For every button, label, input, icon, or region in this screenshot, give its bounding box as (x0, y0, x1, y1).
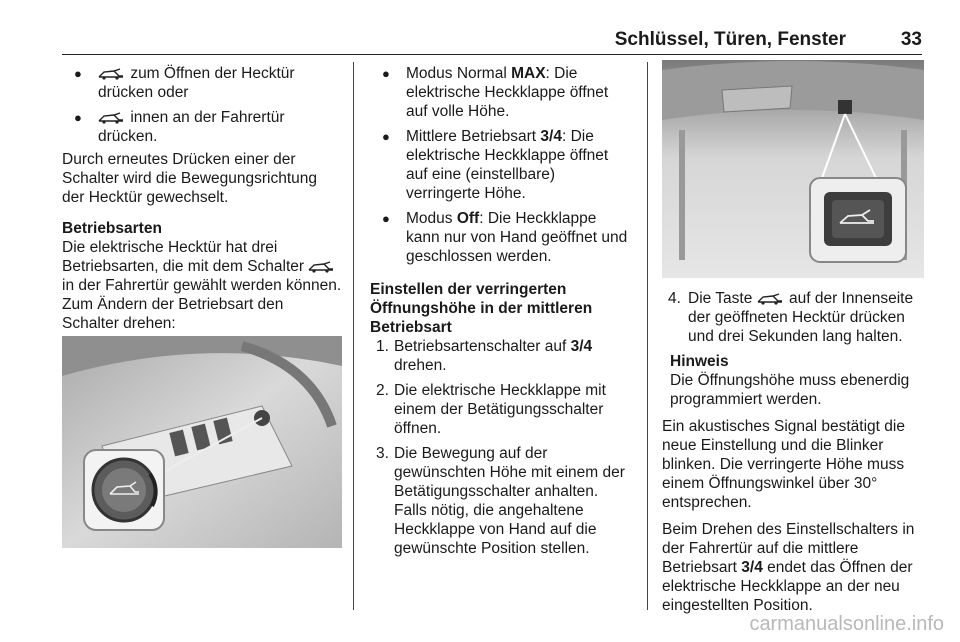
column-divider (647, 62, 648, 610)
car-tailgate-icon (98, 112, 124, 124)
page-number: 33 (900, 29, 922, 50)
column-left (62, 64, 342, 341)
column-divider (353, 62, 354, 610)
list-item (370, 444, 632, 558)
mode-text: Mittlere Betriebsart (406, 128, 541, 145)
step-text: auf der Innenseite der geöffneten Hecktür drücken und drei Sekunden lang halten. (688, 290, 914, 345)
bullet-text: innen an der Fahrertür drücken. (98, 109, 285, 145)
mode-text: : Die elektrische Heckklappe öffnet auf eine (einstellbare) verringerte Höhe. (406, 128, 609, 202)
car-tailgate-icon (757, 293, 783, 305)
bullet-text: zum Öffnen der Hecktür drücken oder (98, 65, 295, 101)
steps-list (370, 337, 632, 558)
step-number: 1. (376, 338, 389, 355)
mode-text: Modus Normal (406, 65, 512, 82)
step-bold: 3/4 (570, 338, 593, 355)
paragraph-text: endet das Öffnen der elektrische Heckklappe an der neu eingestellten Position. (662, 559, 913, 614)
step-text: Die elektrische Heckklappe mit einem der Betätigungsschalter öffnen. (394, 382, 606, 437)
step-number: 3. (376, 445, 389, 462)
step-number: 4. (668, 290, 681, 307)
paragraph-text: Die elektrische Hecktür hat drei Betriebsarten, die mit dem Schalter (62, 239, 305, 275)
paragraph: Durch erneutes Drücken einer der Schalter wird die Bewegungsrichtung der Hecktür gewechselt. (62, 151, 318, 206)
list-item (62, 64, 342, 102)
section-heading: Betriebsarten (62, 220, 162, 237)
paragraph-bold: 3/4 (741, 559, 763, 576)
steps-list (662, 289, 924, 346)
paragraph-text: in der Fahrertür gewählt werden können. Zum Ändern der Betriebsart den Schalter drehen: (62, 277, 342, 332)
list-item (370, 127, 632, 203)
column-middle (370, 64, 632, 564)
mode-text: : Die elektrische Heckklappe öffnet auf volle Höhe. (406, 65, 609, 120)
mode-label: Off (456, 210, 480, 227)
mode-text: : Die Heckklappe kann nur von Hand geöffnet und geschlossen werden. (406, 210, 628, 265)
list-item (370, 209, 632, 266)
mode-list (370, 64, 632, 266)
paragraph: Ein akustisches Signal bestätigt die neue Einstellung und die Blinker blinken. Die verringerte Höhe muss einem Öffnungswinkel über 30° entsprechen. (662, 418, 905, 511)
paragraph (62, 238, 342, 333)
section-heading: Einstellen der verringerten Öffnungshöhe in der mittleren Betriebsart (370, 281, 593, 336)
watermark: carmanualsonline.info (749, 613, 944, 635)
tailgate-button-photo (662, 60, 924, 278)
column-right (662, 289, 924, 623)
car-tailgate-icon (308, 261, 334, 273)
step-text: Die Taste (688, 290, 753, 307)
mode-text: Modus (406, 210, 457, 227)
list-item (662, 289, 924, 346)
list-item (370, 381, 632, 438)
step-text: Die Bewegung auf der gewünschten Höhe mit einem der Betätigungsschalter anhalten. Falls nötig, die angehaltene Heckklappe von Hand auf die gewünschte Position stellen. (394, 445, 625, 557)
mode-label: 3/4 (540, 128, 562, 145)
car-tailgate-icon (98, 68, 124, 80)
bullet-list (62, 64, 342, 146)
note-text: Die Öffnungshöhe muss ebenerdig programmiert werden. (670, 372, 910, 408)
mode-label: MAX (511, 65, 546, 82)
step-number: 2. (376, 382, 389, 399)
list-item (370, 337, 632, 375)
step-text: drehen. (394, 357, 447, 374)
step-text: Betriebsartenschalter auf (394, 338, 571, 355)
list-item (62, 108, 342, 146)
note-box (662, 352, 924, 409)
list-item (370, 64, 632, 121)
door-switch-photo (62, 336, 342, 548)
page-header (62, 28, 922, 55)
paragraph-text: Beim Drehen des Einstellschalters in der Fahrertür auf die mittlere Betriebsart (662, 521, 915, 576)
note-heading: Hinweis (670, 353, 729, 370)
paragraph (662, 520, 924, 615)
page-title: Schlüssel, Türen, Fenster (614, 29, 846, 50)
